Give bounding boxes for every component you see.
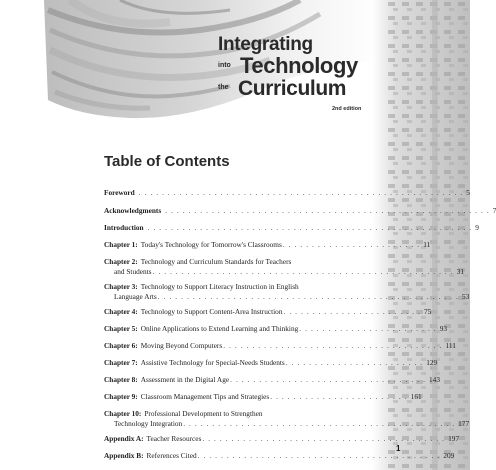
toc-entry-title-cont: Technology Integration — [114, 418, 183, 428]
toc-entry-page: 75 — [423, 307, 432, 316]
toc-entry-page: 11 — [423, 240, 431, 249]
toc-entry-chapter-3[interactable] — [104, 282, 470, 302]
toc-entry-chapter-10[interactable] — [104, 409, 470, 429]
toc-entry-label: Chapter 6: — [104, 341, 138, 350]
toc-entry-chapter-5[interactable] — [104, 324, 447, 334]
toc-entry-label: Appendix B: — [104, 451, 144, 460]
toc-entry-chapter-9[interactable] — [104, 392, 422, 402]
toc-entry-chapter-7[interactable] — [104, 358, 438, 368]
toc-entry-foreword[interactable] — [104, 188, 470, 198]
edition-label: 2nd edition — [332, 106, 362, 112]
toc-entry-label: Foreword — [104, 188, 135, 197]
toc-entry-label: Chapter 1: — [104, 240, 138, 249]
toc-entry-title: Teacher Resources — [146, 434, 202, 443]
book-title-line1: Integrating — [218, 34, 313, 55]
toc-entry-title: Assessment in the Digital Age — [140, 375, 230, 384]
leader-dots: . . . . . . . . . . . . . . . . . . . . . . . . . . . . . . . . . . . . . . . . . . . . . . . — [183, 418, 456, 428]
toc-entry-page: 9 — [475, 223, 479, 232]
leader-dots: . . . . . . . . . . . . . . . . . . . . . . . . . . . . . . . . . . . . . . . . . . . . . . . . . . . . — [157, 291, 459, 301]
toc-entry-label: Introduction — [104, 223, 144, 232]
toc-entry-label: Chapter 5: — [104, 324, 138, 333]
toc-entry-title: Technology and Curriculum Standards for Teachers — [140, 257, 292, 266]
toc-entry-title: Technology to Support Content-Area Instruction — [140, 307, 283, 316]
toc-entry-title: Assistive Technology for Special-Needs Students — [140, 358, 285, 367]
toc-entry-label: Chapter 10: — [104, 409, 142, 418]
book-title-the: the — [218, 84, 229, 91]
toc-entry-page: 129 — [426, 358, 438, 367]
toc-entry-appendix-b[interactable] — [104, 451, 455, 461]
page-number: 1 — [396, 444, 401, 453]
toc-entry-acknowledgments[interactable] — [104, 206, 496, 216]
toc-entry-page: 53 — [461, 291, 470, 301]
toc-entry-label: Chapter 4: — [104, 307, 138, 316]
leader-dots: . . . . . . . . . . . . . . . . . . . . . . . . . . . . . . . . . . . . . . . . . . — [202, 434, 446, 443]
book-title-line3: Curriculum — [238, 77, 347, 100]
leader-dots: . . . . . . . . . . . . . . . . . . . . . . . . — [270, 392, 408, 401]
book-title-block — [214, 32, 374, 122]
toc-entry-title: Classroom Management Tips and Strategies — [140, 392, 270, 401]
toc-heading: Table of Contents — [104, 153, 230, 170]
toc-entry-page: 7 — [492, 206, 496, 215]
leader-dots: . . . . . . . . . . . . . . . . . . . . . . . . . . . . . . . . . . . . . . . . . . . . . . . . . . . . . . . . — [165, 206, 490, 215]
toc-entry-label: Chapter 7: — [104, 358, 138, 367]
toc-entry-title: Online Applications to Extend Learning and Thinking — [140, 324, 299, 333]
toc-entry-page: 197 — [448, 434, 460, 443]
toc-entry-title-cont: and Students — [114, 266, 152, 276]
toc-entry-label: Chapter 3: — [104, 282, 138, 291]
book-title-into: into — [218, 62, 231, 69]
toc-entry-page: 177 — [458, 418, 470, 428]
toc-entry-label: Chapter 2: — [104, 257, 138, 266]
toc-entry-title: Moving Beyond Computers — [140, 341, 223, 350]
toc-entry-chapter-6[interactable] — [104, 341, 456, 351]
toc-entry-page: 31 — [456, 266, 464, 276]
leader-dots: . . . . . . . . . . . . . . . . . . . . . . . . — [299, 324, 437, 333]
toc-entry-chapter-8[interactable] — [104, 375, 440, 385]
toc-entry-page: 209 — [443, 451, 455, 460]
toc-entry-label: Chapter 8: — [104, 375, 138, 384]
toc-entry-label: Chapter 9: — [104, 392, 138, 401]
toc-entry-chapter-1[interactable] — [104, 240, 431, 250]
leader-dots: . . . . . . . . . . . . . . . . . . . . . . . . — [283, 307, 421, 316]
toc-entry-title: Technology to Support Literacy Instruction in English — [140, 282, 299, 291]
leader-dots: . . . . . . . . . . . . . . . . . . . . . . . . . . . . . . . . . . . . . . . . . . . . . . . . . . . . . . . . — [147, 223, 473, 232]
leader-dots: . . . . . . . . . . . . . . . . . . . . . . . . — [285, 358, 424, 367]
toc-entry-page: 93 — [439, 324, 447, 333]
toc-entry-page: 143 — [429, 375, 440, 384]
toc-entry-title: Professional Development to Strengthen — [144, 409, 263, 418]
toc-entry-page: 111 — [445, 341, 456, 350]
book-title-line2: Technology — [240, 53, 358, 78]
leader-dots: . . . . . . . . . . . . . . . . . . . . . . . . — [282, 240, 421, 249]
leader-dots: . . . . . . . . . . . . . . . . . . . . . . . . . . . . . . . . . . . . . . — [223, 341, 443, 350]
toc-entry-label: Appendix A: — [104, 434, 144, 443]
toc-entry-appendix-a[interactable] — [104, 434, 460, 444]
toc-entry-chapter-2[interactable] — [104, 257, 464, 277]
leader-dots: . . . . . . . . . . . . . . . . . . . . . . . . . . . . . . . . . . . . . . . . . . . . . . . . . . . . . . . . — [138, 188, 464, 197]
leader-dots: . . . . . . . . . . . . . . . . . . . . . . . . . . . . . . . . . . . . . . . . . . — [197, 451, 441, 460]
leader-dots: . . . . . . . . . . . . . . . . . . . . . . . . . . . . . . . . . . . . . . . . . . . . . . . . . . . . — [152, 266, 454, 276]
toc-entry-introduction[interactable] — [104, 223, 479, 233]
toc-entry-title: Today's Technology for Tomorrow's Classrooms — [140, 240, 282, 249]
toc-entry-page: 161 — [410, 392, 422, 401]
toc-entry-page: 5 — [466, 188, 470, 197]
toc-entry-title: References Cited — [146, 451, 197, 460]
toc-entry-label: Acknowledgments — [104, 206, 162, 215]
leader-dots: . . . . . . . . . . . . . . . . . . . . . . . . . . . . . . . . . . — [230, 375, 427, 384]
toc-entry-title-cont: Language Arts — [114, 291, 157, 301]
toc-entry-chapter-4[interactable] — [104, 307, 432, 317]
